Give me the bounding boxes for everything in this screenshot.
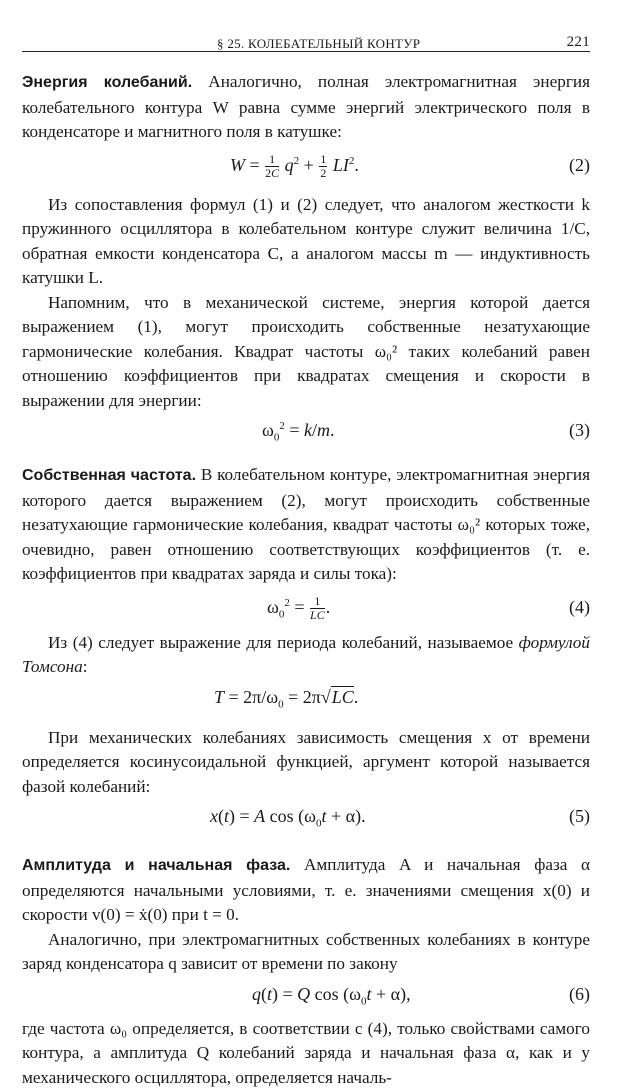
paragraph-last: где частота ω₀ определяется, в соответствии с (4), только свойствами самого контура, а амплитуда Q колебаний заряда и начальная фаза α, как и у механического осциллятора, определяется началь-: [22, 1017, 590, 1090]
formula-5: [22, 799, 590, 835]
formula-6-expr: q(t) = Q $\cos (\omega_0t + \alpha)$,: [252, 982, 411, 1007]
paragraph-thomson: Из (4) следует выражение для периода колебаний, называемое формулой Томсона:: [22, 631, 590, 680]
paragraph-mechanical: При механических колебаниях зависимость смещения x от времени определяется косинусоидальной функцией, аргумент которой называется фазой колебаний:: [22, 726, 590, 800]
formula-thomson: [22, 680, 590, 716]
formula-3-expr: $\omega_0^2 = k/m$.: [262, 418, 335, 443]
running-title: § 25. КОЛЕБАТЕЛЬНЫЙ КОНТУР: [217, 32, 420, 57]
page-number: 221: [567, 30, 590, 55]
formula-4-number: (4): [569, 595, 590, 620]
formula-4-expr: $\omega_0^2$ = $\frac{1}{LC}$ .: [267, 595, 330, 622]
formula-3-number: (3): [569, 418, 590, 443]
heading-frequency: Собственная частота.: [22, 467, 196, 484]
paragraph-remind: Напомним, что в механической системе, энергия которой дается выражением (1), могут происходить собственные незатухающие гармонические колебания. Квадрат частоты ω₀² таких колебаний равен отношению коэффициентов при квадратах смещения и скорости в выражении для энергии:: [22, 291, 590, 414]
paragraph-amplitude: Амплитуда и начальная фаза. Амплитуда A и начальная фаза α определяются начальными условиями, т. е. значениями смещения x(0) и скорости v(0) = ẋ(0) при t = 0.: [22, 853, 590, 928]
formula-4: [22, 587, 590, 631]
paragraph-analog: Аналогично, при электромагнитных собственных колебаниях в контуре заряд конденсатора q зависит от времени по закону: [22, 928, 590, 977]
formula-6: [22, 977, 590, 1013]
paragraph-compare: Из сопоставления формул (1) и (2) следует, что аналогом жесткости k пружинного осциллятора в колебательном контуре служит величина 1/C, обратная емкости конденсатора C, а аналогом массы m — индуктивность катушки L.: [22, 193, 590, 291]
formula-5-expr: x(t) = A $\cos (\omega_0t + \alpha)$.: [210, 804, 366, 829]
formula-3: [22, 413, 590, 449]
heading-energy: Энергия колебаний.: [22, 74, 192, 91]
formula-2-number: (2): [569, 153, 590, 178]
thomson-term: формулой Томсона: [22, 633, 590, 677]
formula-thomson-expr: $T = 2\pi/\omega_0 = 2\pi√LC$.: [214, 685, 358, 710]
formula-5-number: (5): [569, 804, 590, 829]
paragraph-frequency: Собственная частота. В колебательном контуре, электромагнитная энергия которого дается выражением (2), могут происходить собственные незатухающие гармонические колебания, квадрат частоты ω₀² которых тоже, очевидно, равен отношению соответствующих коэффициентов (т. е. коэффициентов при квадратах заряда и силы тока):: [22, 463, 590, 587]
formula-6-number: (6): [569, 982, 590, 1007]
heading-amplitude: Амплитуда и начальная фаза.: [22, 857, 290, 874]
page: [22, 28, 590, 1090]
page-header: [22, 28, 590, 54]
paragraph-energy: Энергия колебаний. Аналогично, полная электромагнитная энергия колебательного контура W равна сумме энергий электрического поля в конденсаторе и магнитного поля в катушке:: [22, 70, 590, 145]
header-rule: [22, 51, 590, 52]
formula-2-expr: W = $\frac{1}{2C}$ $q^2$ + $\frac{1}{2}$ $LI^2$.: [230, 153, 359, 180]
formula-2: [22, 145, 590, 189]
